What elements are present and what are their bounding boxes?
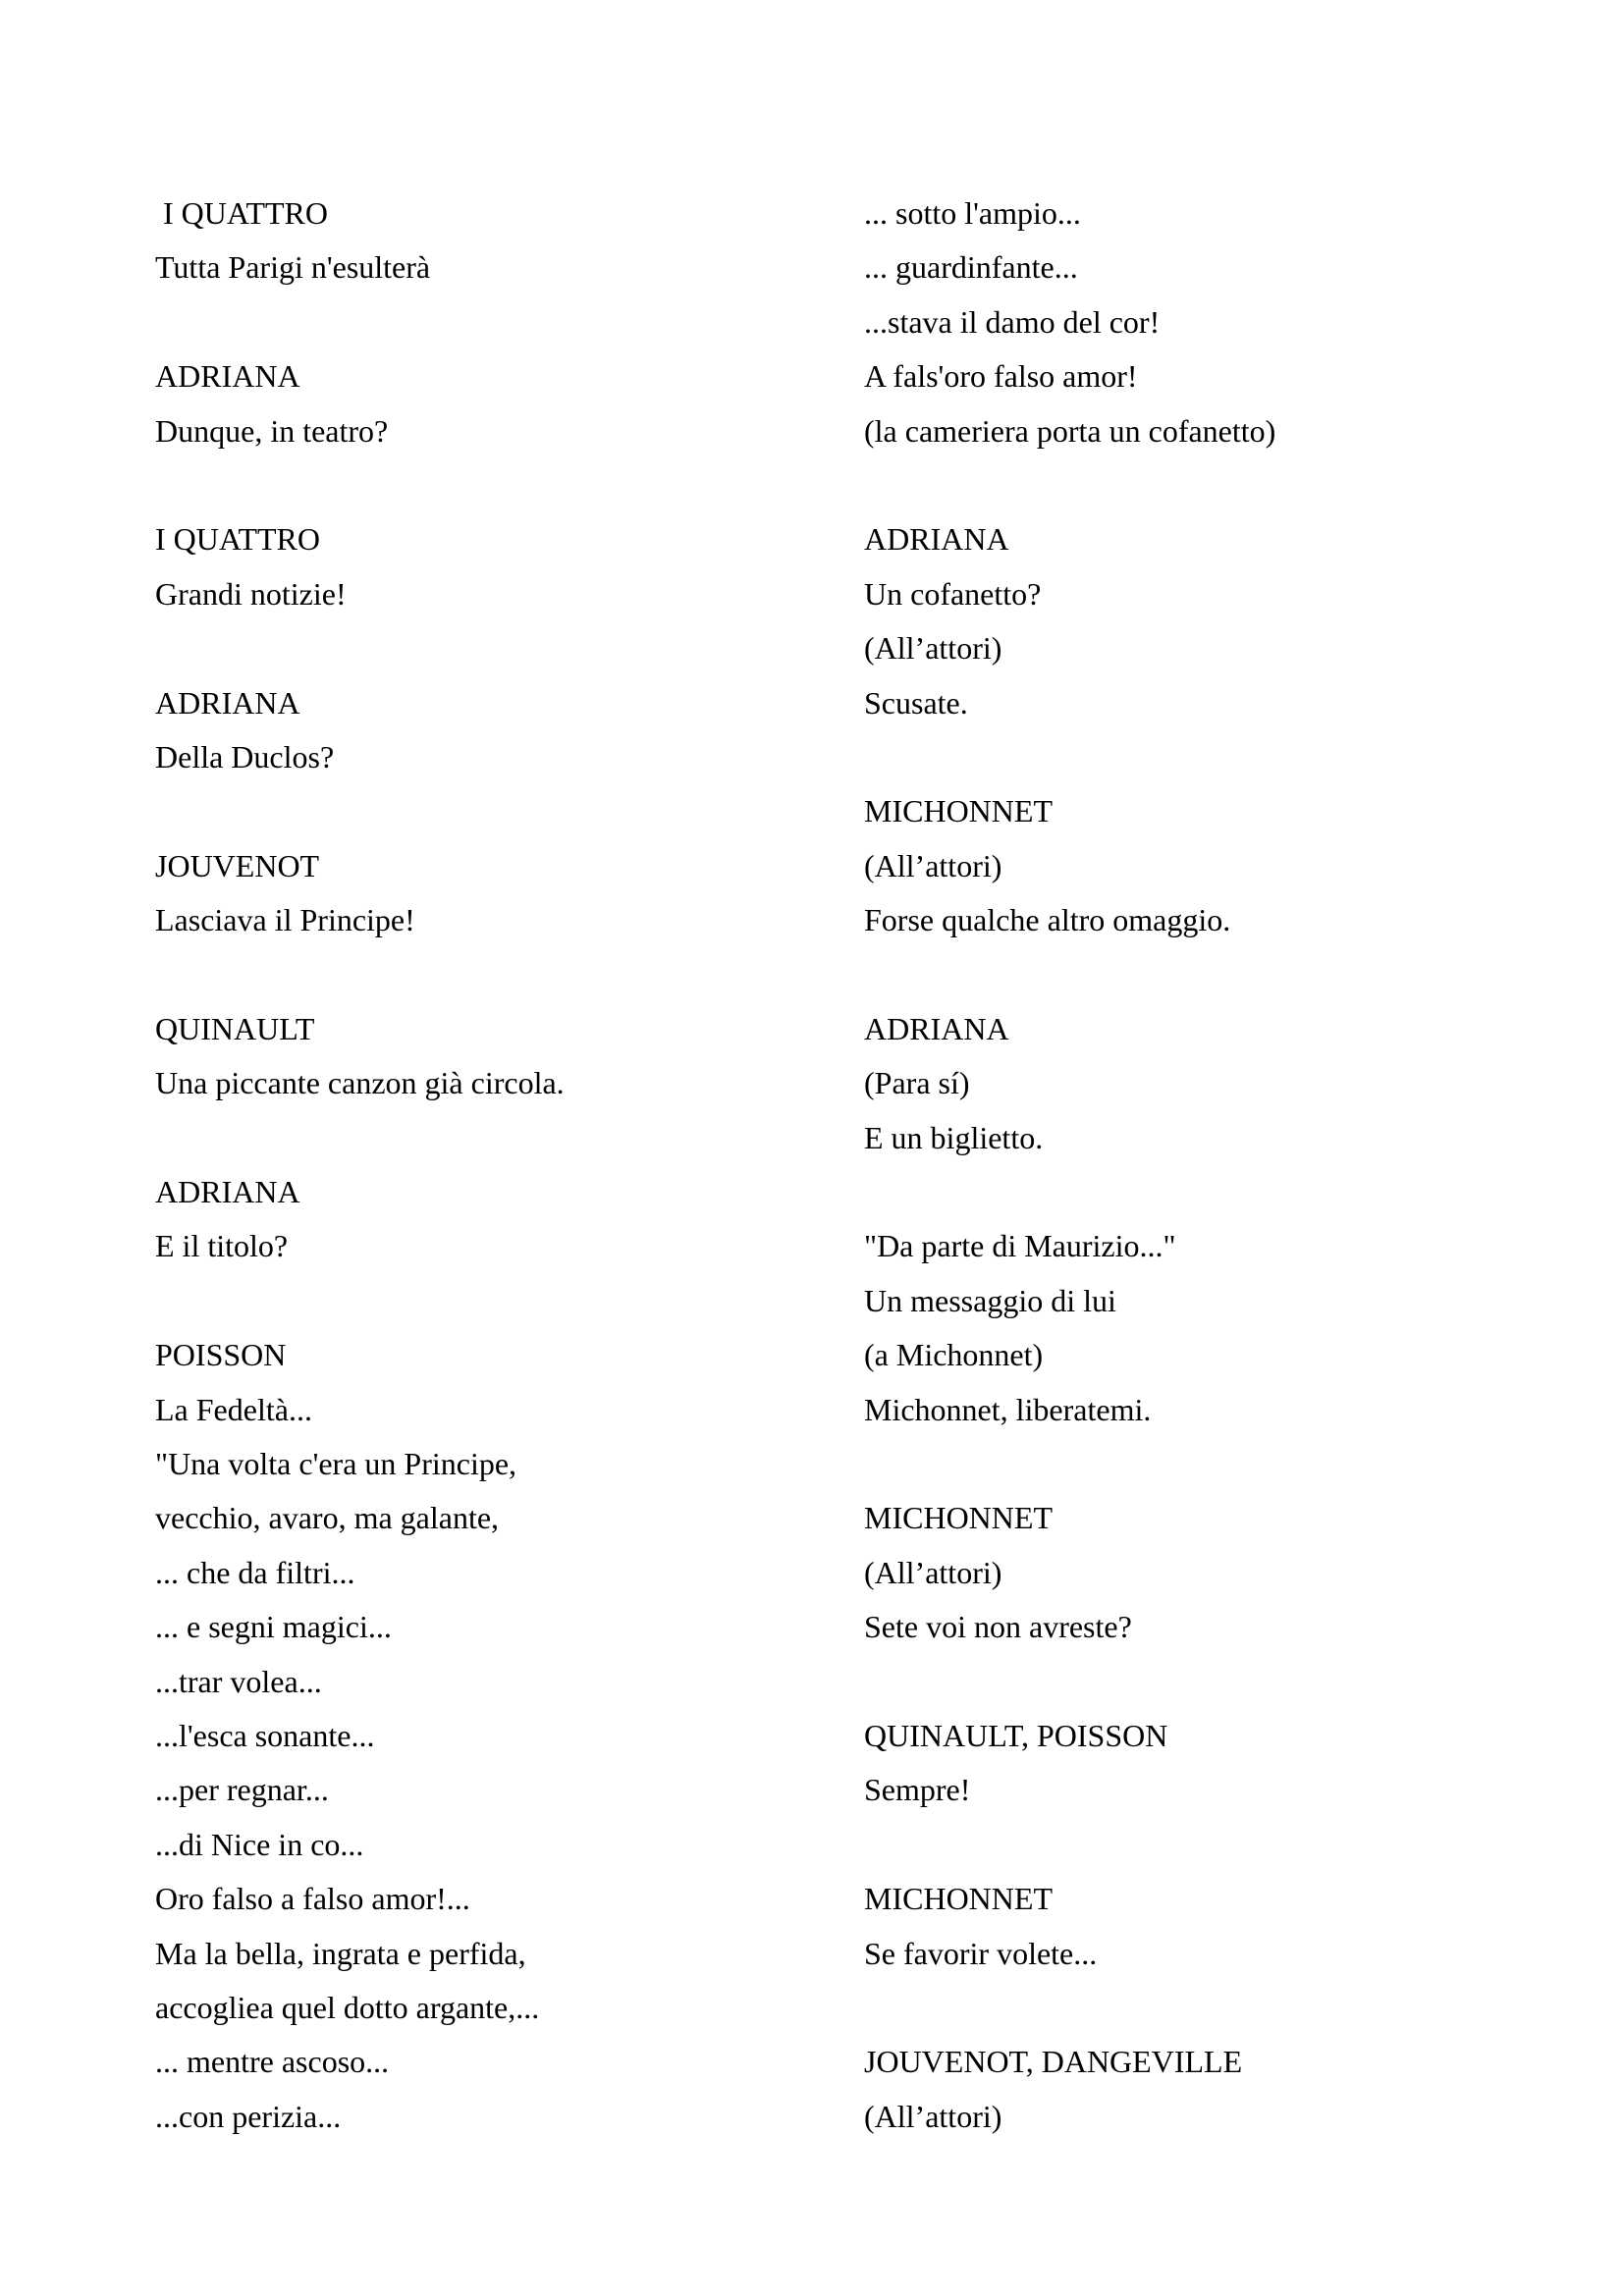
blank-line: [864, 736, 1551, 790]
right-text-column: [864, 192, 1551, 2150]
speaker-label: POISSON: [155, 1337, 287, 1373]
dialogue-line: Lasciava il Principe!: [155, 902, 415, 938]
speaker-label: ADRIANA: [155, 358, 300, 395]
dialogue-line: Sete voi non avreste?: [864, 1609, 1132, 1645]
dialogue-line: Tutta Parigi n'esulterà: [155, 249, 431, 286]
speaker-label: MICHONNET: [864, 1500, 1053, 1536]
dialogue-line: Oro falso a falso amor!...: [155, 1881, 470, 1917]
speaker-label: I QUATTRO: [155, 521, 320, 558]
dialogue-line: Sempre!: [864, 1772, 971, 1808]
dialogue-line: E un biglietto.: [864, 1119, 1044, 1155]
stage-direction: (All’attori): [864, 847, 1002, 883]
speaker-label: ADRIANA: [155, 1174, 300, 1210]
dialogue-line: ...stava il damo del cor!: [864, 303, 1161, 340]
stage-direction: (All’attori): [864, 2098, 1002, 2134]
blank-line: [864, 1443, 1551, 1497]
speaker-label: MICHONNET: [864, 1881, 1053, 1917]
stage-direction: (la cameriera porta un cofanetto): [864, 412, 1276, 449]
dialogue-line: Dunque, in teatro?: [155, 412, 389, 449]
blank-line: [864, 1824, 1551, 1878]
speaker-label: JOUVENOT, DANGEVILLE: [864, 2044, 1243, 2080]
dialogue-line: A fals'oro falso amor!: [864, 358, 1138, 395]
speaker-label: QUINAULT, POISSON: [864, 1717, 1168, 1753]
dialogue-line: Grandi notizie!: [155, 575, 347, 612]
dialogue-line: La Fedeltà...: [155, 1391, 312, 1427]
dialogue-line: ... sotto l'ampio...: [864, 195, 1081, 231]
dialogue-line: Ma la bella, ingrata e perfida,: [155, 1935, 526, 1971]
speaker-label: I QUATTRO: [155, 195, 328, 231]
dialogue-line: Scusate.: [864, 684, 968, 721]
blank-line: [155, 1117, 842, 1171]
blank-line: [155, 464, 842, 518]
dialogue-line: Forse qualche altro omaggio.: [864, 902, 1231, 938]
dialogue-line: ... che da filtri...: [155, 1554, 355, 1590]
dialogue-line: ... e segni magici...: [155, 1609, 392, 1645]
dialogue-line: ...di Nice in co...: [155, 1826, 364, 1862]
blank-line: [155, 953, 842, 1007]
speaker-label: JOUVENOT: [155, 847, 320, 883]
blank-line: [155, 1280, 842, 1334]
dialogue-line: ...trar volea...: [155, 1663, 322, 1699]
blank-line: [864, 464, 1551, 518]
dialogue-line: Un cofanetto?: [864, 575, 1042, 612]
dialogue-line: accogliea quel dotto argante,...: [155, 1989, 540, 2025]
blank-line: [155, 627, 842, 681]
blank-line: [155, 790, 842, 844]
dialogue-line: "Una volta c'era un Principe,: [155, 1445, 517, 1481]
blank-line: [864, 1171, 1551, 1225]
blank-line: [864, 1661, 1551, 1715]
speaker-label: QUINAULT: [155, 1010, 315, 1046]
dialogue-line: Un messaggio di lui: [864, 1282, 1116, 1318]
left-text-column: [155, 192, 842, 2150]
dialogue-line: ...per regnar...: [155, 1772, 329, 1808]
stage-direction: (All’attori): [864, 1554, 1002, 1590]
dialogue-line: vecchio, avaro, ma galante,: [155, 1500, 500, 1536]
dialogue-line: "Da parte di Maurizio...": [864, 1228, 1176, 1264]
dialogue-line: E il titolo?: [155, 1228, 289, 1264]
dialogue-line: ... guardinfante...: [864, 249, 1078, 286]
blank-line: [155, 301, 842, 355]
dialogue-line: Michonnet, liberatemi.: [864, 1391, 1152, 1427]
dialogue-line: Una piccante canzon già circola.: [155, 1065, 565, 1101]
speaker-label: ADRIANA: [155, 684, 300, 721]
dialogue-line: Se favorir volete...: [864, 1935, 1098, 1971]
speaker-label: MICHONNET: [864, 793, 1053, 829]
blank-line: [864, 1987, 1551, 2041]
blank-line: [864, 953, 1551, 1007]
dialogue-line: ...con perizia...: [155, 2098, 342, 2134]
stage-direction: (Para sí): [864, 1065, 970, 1101]
stage-direction: (a Michonnet): [864, 1337, 1044, 1373]
speaker-label: ADRIANA: [864, 521, 1009, 558]
speaker-label: ADRIANA: [864, 1010, 1009, 1046]
dialogue-line: ...l'esca sonante...: [155, 1717, 375, 1753]
dialogue-line: ... mentre ascoso...: [155, 2044, 390, 2080]
dialogue-line: Della Duclos?: [155, 738, 335, 774]
stage-direction: (All’attori): [864, 630, 1002, 667]
